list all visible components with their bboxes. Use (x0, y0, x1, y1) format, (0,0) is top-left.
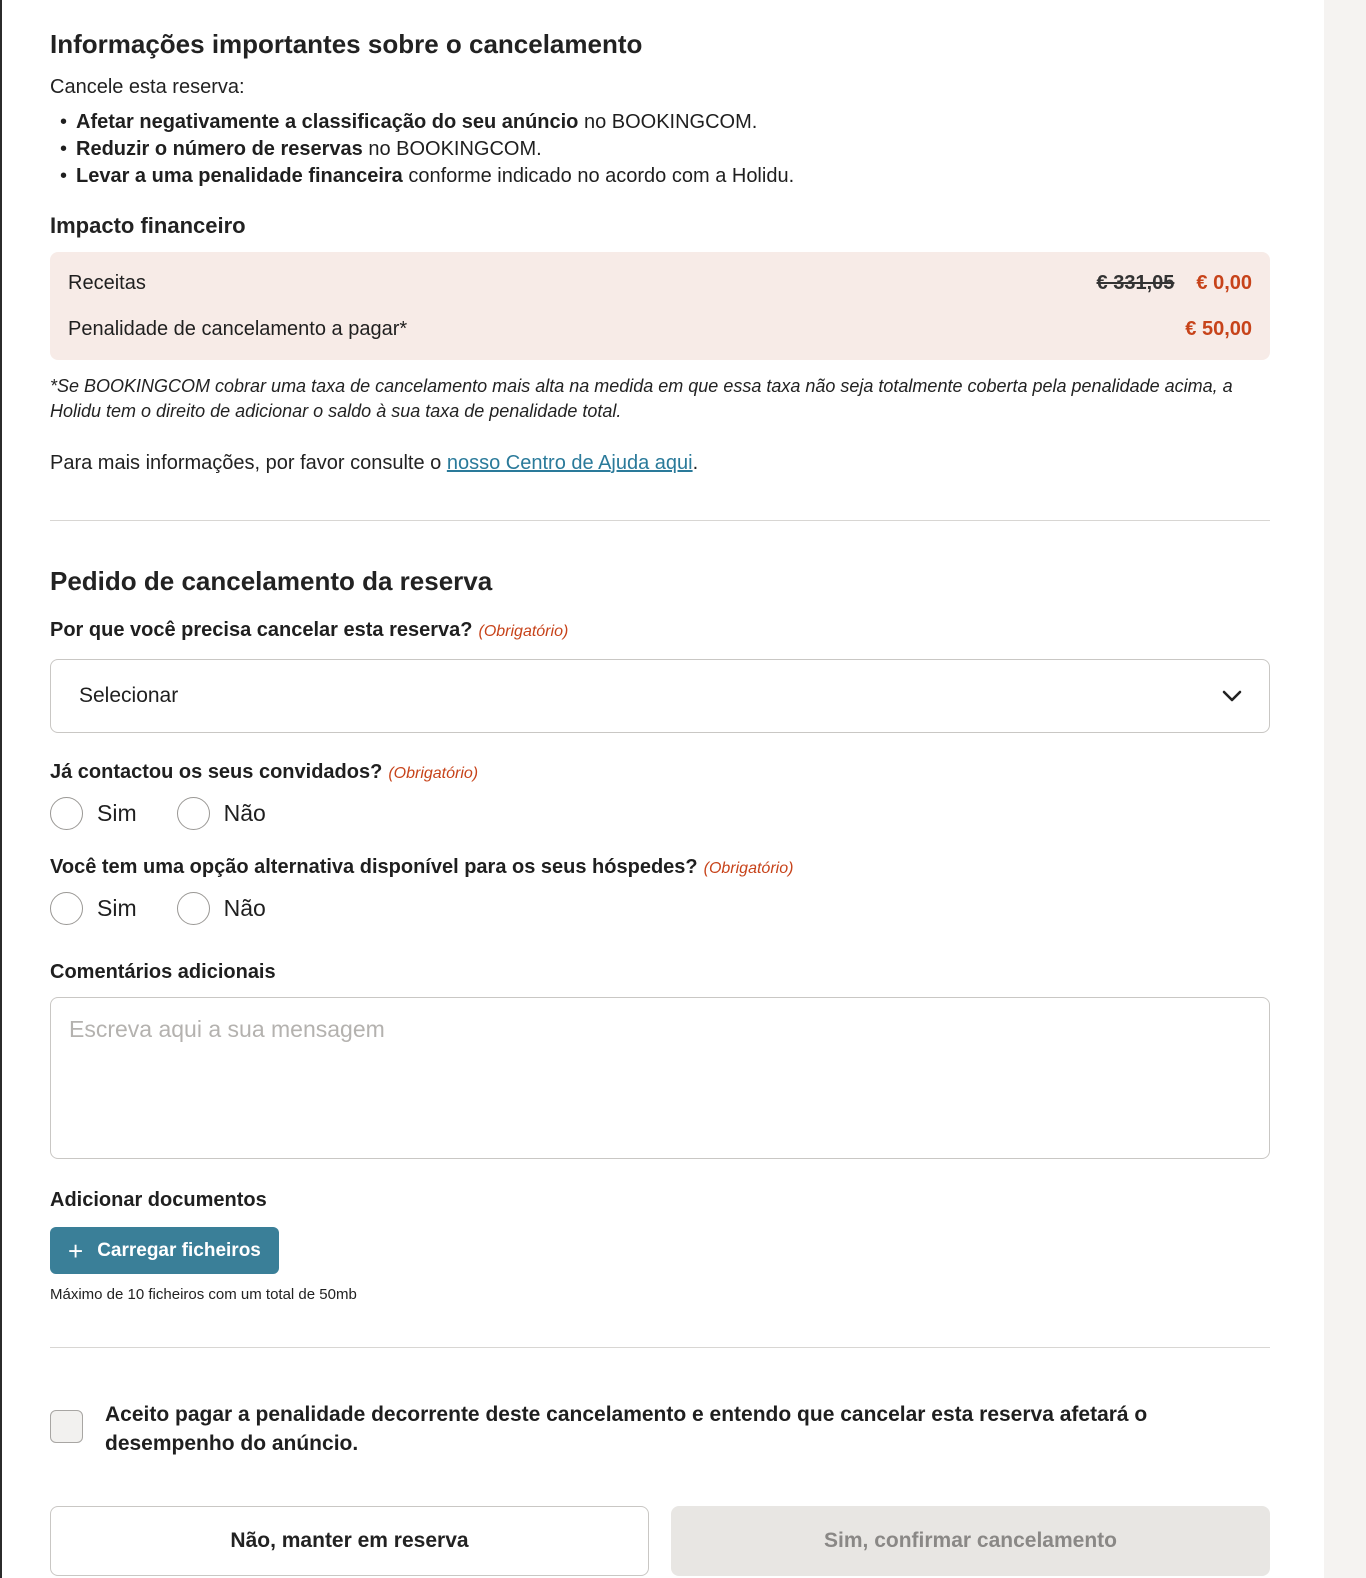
agreement-row (50, 1400, 1270, 1458)
list-item: • Afetar negativamente a classificação do seu anúncio no BOOKINGCOM. (50, 109, 1270, 136)
chevron-down-icon (1221, 685, 1243, 707)
comments-textarea[interactable] (50, 997, 1270, 1159)
documents-label: Adicionar documentos (50, 1189, 267, 1211)
help-center-link[interactable]: nosso Centro de Ajuda aqui (446, 452, 693, 474)
penalty-label: Penalidade de cancelamento a pagar* (68, 317, 408, 340)
list-item: • Reduzir o número de reservas no BOOKINGCOM. (50, 136, 1270, 163)
alternative-no-radio[interactable]: Não (177, 892, 266, 925)
upload-files-button[interactable]: + Carregar ficheiros (50, 1227, 279, 1274)
plus-icon: + (68, 1235, 84, 1266)
confirm-cancellation-button[interactable]: Sim, confirmar cancelamento (671, 1506, 1270, 1576)
list-item: • Levar a uma penalidade financeira conforme indicado no acordo com a Holidu. (50, 163, 1270, 190)
reason-selected-value: Selecionar (79, 684, 179, 707)
request-title: Pedido de cancelamento da reserva (50, 566, 493, 596)
contacted-no-radio[interactable]: Não (177, 797, 266, 830)
required-tag: (Obrigatório) (388, 765, 479, 782)
action-buttons (50, 1506, 1270, 1576)
contacted-label: Já contactou os seus convidados? (Obrigatório) (50, 761, 479, 783)
revenue-label: Receitas (68, 271, 146, 294)
agreement-checkbox[interactable] (50, 1410, 83, 1443)
cancellation-form (50, 0, 1270, 1576)
page-left-border (0, 0, 2, 1578)
revenue-new-amount: € 0,00 (1196, 271, 1252, 294)
required-tag: (Obrigatório) (703, 860, 794, 877)
radio-circle (177, 892, 210, 925)
alternative-label: Você tem uma opção alternativa disponível para os seus hóspedes? (Obrigatório) (50, 856, 794, 878)
financial-title: Impacto financeiro (50, 213, 246, 238)
alternative-yes-radio[interactable]: Sim (50, 892, 137, 925)
reason-select[interactable] (50, 659, 1270, 733)
comments-label: Comentários adicionais (50, 961, 276, 983)
upload-limit-note: Máximo de 10 ficheiros com um total de 50mb (50, 1286, 357, 1303)
alternative-radio-group (50, 892, 1270, 925)
required-tag: (Obrigatório) (478, 623, 569, 640)
section-divider (50, 1347, 1270, 1348)
penalty-amount: € 50,00 (1185, 317, 1252, 340)
help-text: Para mais informações, por favor consulte o nosso Centro de Ajuda aqui. (50, 452, 699, 474)
revenue-old-amount: € 331,05 (1096, 271, 1175, 294)
revenue-row (68, 266, 1252, 300)
penalty-row (68, 312, 1252, 346)
financial-impact-box (50, 252, 1270, 360)
keep-reservation-button[interactable]: Não, manter em reserva (50, 1506, 649, 1576)
radio-circle (177, 797, 210, 830)
contacted-yes-radio[interactable]: Sim (50, 797, 137, 830)
penalty-footnote: *Se BOOKINGCOM cobrar uma taxa de cancelamento mais alta na medida em que essa taxa não seja totalmente coberta pela penalidade acima, a Holidu tem o direito de adicionar o saldo à sua taxa de penalidade total. (50, 376, 1233, 421)
reason-label: Por que você precisa cancelar esta reserva? (Obrigatório) (50, 619, 569, 641)
info-intro: Cancele esta reserva: (50, 76, 245, 98)
section-divider (50, 520, 1270, 521)
radio-circle (50, 892, 83, 925)
info-title: Informações importantes sobre o cancelamento (50, 29, 643, 59)
radio-circle (50, 797, 83, 830)
contacted-radio-group (50, 797, 1270, 830)
agreement-text: Aceito pagar a penalidade decorrente deste cancelamento e entendo que cancelar esta reserva afetará o desempenho do anúncio. (105, 1403, 1148, 1455)
right-gutter (1324, 0, 1366, 1578)
consequences-list (50, 109, 1270, 190)
